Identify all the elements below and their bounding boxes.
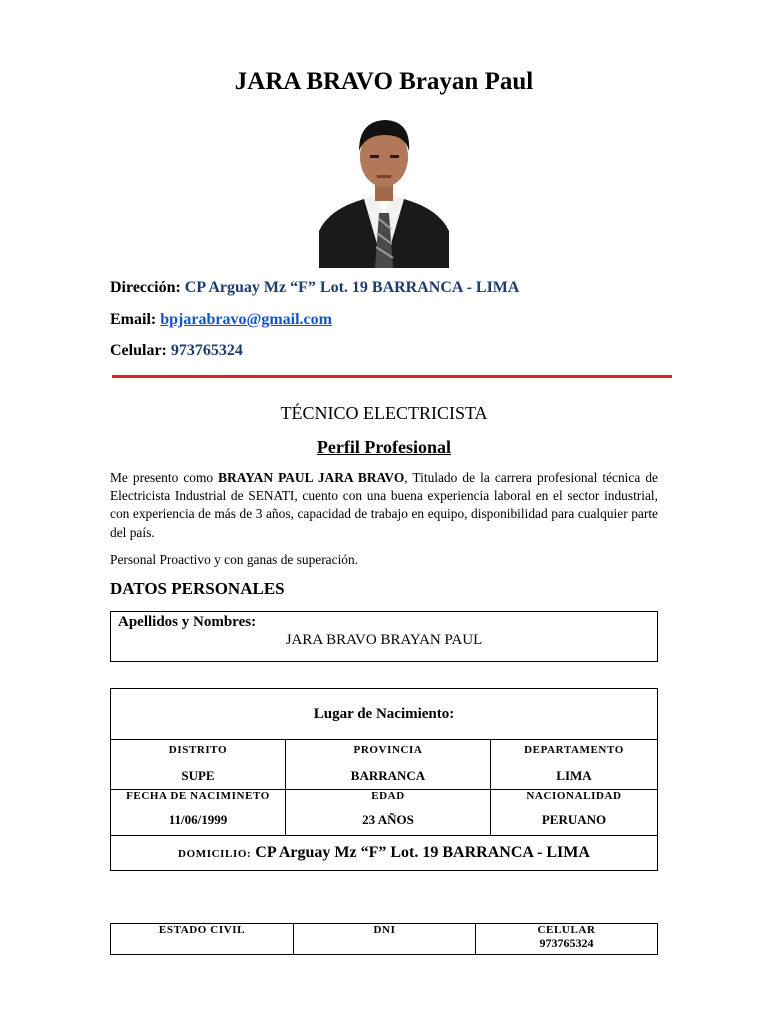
names-value: JARA BRAVO BRAYAN PAUL: [285, 632, 483, 648]
birth-table: [110, 688, 658, 871]
email-line: [110, 311, 332, 329]
fecha-cell: [111, 790, 286, 836]
domicilio-value: CP Arguay Mz “F” Lot. 19 BARRANCA - LIMA: [255, 844, 590, 861]
fecha-value: 11/06/1999: [168, 812, 228, 827]
address-value: CP Arguay Mz “F” Lot. 19 BARRANCA - LIMA: [184, 279, 520, 296]
birth-title: Lugar de Nacimiento:: [111, 689, 658, 740]
distrito-value: SUPE: [181, 768, 215, 783]
celular-cell: [476, 924, 658, 955]
profile-photo: [319, 111, 449, 268]
email-label: Email:: [110, 311, 157, 328]
departamento-cell: [491, 740, 658, 790]
names-label: Apellidos y Nombres:: [118, 614, 257, 630]
dni-cell: [294, 924, 476, 955]
nacionalidad-label: NACIONALIDAD: [526, 790, 622, 802]
personal-data-heading: DATOS PERSONALES: [110, 579, 285, 598]
email-link[interactable]: bpjarabravo@gmail.com: [160, 311, 332, 328]
red-divider: [112, 375, 672, 378]
edad-cell: [286, 790, 491, 836]
profile-paragraph: [110, 469, 658, 542]
estado-civil-label: ESTADO CIVIL: [158, 924, 246, 936]
resume-name-title: JARA BRAVO Brayan Paul: [234, 68, 534, 95]
nacionalidad-cell: [491, 790, 658, 836]
fecha-label: FECHA DE NACIMINETO: [126, 790, 270, 802]
job-title: TÉCNICO ELECTRICISTA: [280, 403, 488, 423]
edad-label: EDAD: [371, 790, 405, 802]
departamento-label: DEPARTAMENTO: [524, 744, 624, 756]
distrito-cell: [111, 740, 286, 790]
dni-label: DNI: [373, 924, 396, 936]
phone-label: Celular:: [110, 342, 167, 359]
celular-label: CELULAR: [537, 924, 596, 936]
civil-table: [110, 923, 658, 955]
profile-intro: Me presento como: [110, 470, 219, 485]
address-line: [110, 279, 519, 297]
profile-body: , Titulado de la carrera profesional técnica de Electricista Industrial de SENATI, cuento con una buena experiencia laboral en el sector industrial, con experiencia de más de 3 años, capacidad de trabajo en equipo, disponibilidad para cualquier parte del país.: [110, 470, 658, 540]
departamento-value: LIMA: [556, 768, 592, 783]
nacionalidad-value: PERUANO: [541, 812, 607, 827]
provincia-cell: [286, 740, 491, 790]
distrito-label: DISTRITO: [168, 744, 228, 756]
celular-value: 973765324: [539, 936, 594, 950]
provincia-value: BARRANCA: [350, 768, 426, 783]
profile-name-bold: BRAYAN PAUL JARA BRAVO: [218, 470, 405, 485]
edad-value: 23 AÑOS: [362, 812, 414, 827]
names-box: [110, 611, 658, 662]
address-label: Dirección:: [110, 279, 181, 296]
phone-line: [110, 342, 243, 360]
domicilio-cell: [111, 836, 658, 871]
domicilio-label: DOMICILIO:: [178, 848, 252, 860]
estado-civil-cell: [111, 924, 294, 955]
provincia-label: PROVINCIA: [353, 744, 423, 756]
profile-heading: Perfil Profesional: [316, 437, 452, 457]
phone-value: 973765324: [170, 342, 243, 359]
profile-second-paragraph: Personal Proactivo y con ganas de superación.: [110, 552, 359, 567]
